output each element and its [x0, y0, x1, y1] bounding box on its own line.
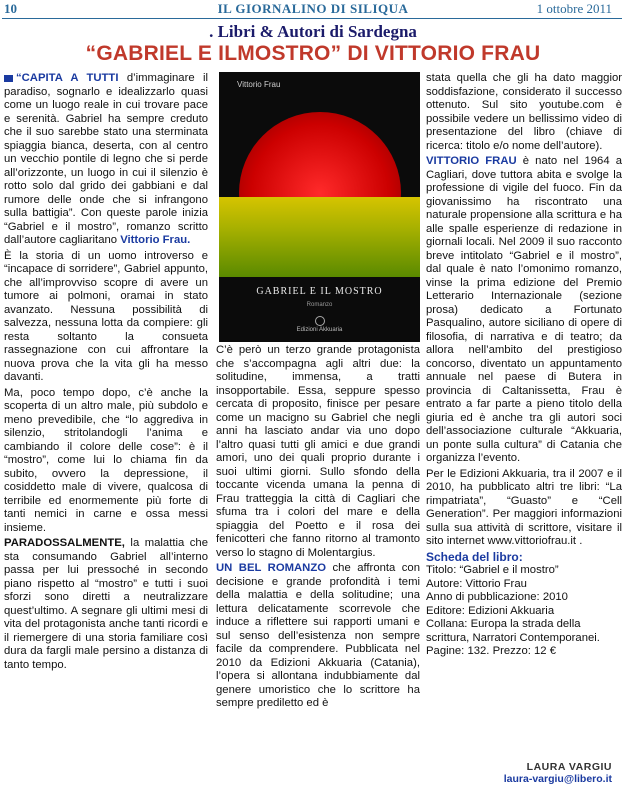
signature — [504, 761, 612, 785]
paragraph: stata quella che gli ha dato maggior soddisfazione, considerato il successo ottenuto. Sul sito youtube.com è possibile vedere un bellissimo video di presentazione del libro (chiave di ricerca: titolo e/o nome dell’autore). — [426, 72, 622, 152]
paragraph — [426, 155, 622, 466]
cover-field — [219, 197, 420, 277]
author-name: Vittorio Frau. — [120, 234, 191, 246]
cover-subtitle: Romanzo — [306, 302, 333, 308]
book-info-line: Titolo: “Gabriel e il mostro” — [426, 564, 559, 576]
article-column-2 — [216, 344, 420, 798]
page-number: 10 — [4, 1, 17, 16]
author-email: laura-vargiu@libero.it — [503, 773, 612, 785]
book-info-box — [426, 551, 622, 659]
paragraph — [4, 537, 208, 672]
book-info-line: Autore: Vittorio Frau — [426, 577, 527, 590]
header-rule — [2, 18, 622, 19]
bullet-icon — [4, 75, 13, 82]
cover-author: Vittorio Frau — [237, 80, 281, 89]
cover-title: GABRIEL E IL MOSTRO — [256, 286, 383, 297]
paragraph: C’è però un terzo grande protagonista che s’accompagna agli altri due: la solitudine, immensa, a tratti insopportabile. Essa, seppure spesso cercata di proposito, finisce per pesare come un macigno su Gabriel che negli anni ha lasciato andar via uno dopo l’altro quasi tutti gli amici e due grandi amori, uno dei quali proprio durante i suoi ultimi giorni. Sullo sfondo della toccante vicenda umana la penna di Frau tratteggia la città di Cagliari che sfuma tra i colori del mare e della spiaggia del Poetto e il rosa dei fenicotteri che fanno ritorno al tramonto verso lo stagno di Molentargius. — [216, 344, 420, 559]
lead-in: UN BEL ROMANZO — [216, 562, 327, 574]
paragraph-text: d’immaginare il paradiso, sognarlo e idealizzarlo quasi come un luogo reale in cui trovare pace e serenità. Gabriel ha sempre creduto che il suo sarebbe stato una sterminata spiaggia bianca, deserta, con al centro un vecchio pontile di legno che si perde all’orizzonte, un luogo in cui il silenzio è rotto solo dal grido dei gabbiani e dal rumore delle onde che si infrangono sulla battigia”. Con queste parole inizia “Gabriel e il mostro”, romanzo scritto dall’autore cagliaritano — [4, 72, 208, 246]
publisher-logo-icon — [315, 316, 325, 326]
author-signature: LAURA VARGIU — [526, 761, 612, 773]
book-info-line: Anno di pubblicazione: 2010 — [426, 591, 568, 603]
cover-publisher: Edizioni Akkuaria — [296, 327, 343, 333]
book-info-line: Editore: Edizioni Akkuaria — [426, 604, 555, 617]
section-title: . Libri & Autori di Sardegna — [209, 22, 417, 41]
paragraph-text: che affronta con decisione e grande profondità i temi della malattia e della solitudine; una lettura delicatamente scorrevole che induce a riflettere sui rapporti umani e sul senso dell’esistenza non sempre facile da comprendere. Pubblicata nel 2010 da Edizioni Akkuaria (Catania), l’opera si allontana indubbiamente dal genere umoristico che lo scrittore ha sempre prediletto ed è — [216, 562, 420, 709]
lead-in: “CAPITA A TUTTI — [16, 72, 119, 84]
paragraph-text: la malattia che sta consumando Gabriel all’interno passa per lui pressoché in secondo piano rispetto al “mostro” e tutti i suoi sforzi sono diretti a neutralizzare quest’ultimo. A segnare gli ultimi mesi di vita del protagonista anche tanti ricordi e il riemergere di una storia familiare così dura da fargli male persino a distanza di tanto tempo. — [4, 537, 208, 671]
page-header — [0, 0, 626, 18]
issue-date: 1 ottobre 2011 — [536, 1, 612, 16]
article-column-3 — [426, 72, 622, 790]
article-column-1 — [4, 72, 208, 798]
newspaper-name: IL GIORNALINO DI SILIQUA — [217, 1, 409, 16]
paragraph — [4, 72, 208, 248]
paragraph: Ma, poco tempo dopo, c’è anche la scoperta di un altro male, più subdolo e meno prevedibile, che “lo aggrediva in silenzio, stritolandogli l’anima e cambiando il colore delle cose”: è il “mostro”, come lui lo chiama fin da subito, ovvero la depressione, il cosiddetto male di vivere, qualcosa di terribile ed enormemente più forte di tanti nemici in carne e ossa messi insieme. — [4, 386, 208, 534]
lead-in: PARADOSSALMENTE, — [4, 537, 125, 549]
book-info-line: Collana: Europa la strada della scrittura, Narratori Contemporanei. Pagine: 132. Prezzo: 12 € — [426, 618, 600, 657]
lead-in: VITTORIO FRAU — [426, 155, 517, 167]
book-cover-image — [219, 72, 420, 342]
book-info-title: Scheda del libro: — [426, 549, 523, 564]
paragraph-text: è nato nel 1964 a Cagliari, dove tuttora abita e svolge la professione di vigile del fuoco. Fin da giovanissimo ha riscontrato una naturale propensione alla scrittura e ha alle spalle esperienze di redazione in giornali locali. Nel 2009 il suo racconto breve intitolato “Gabriel e il mostro”, dal quale è nato l’omonimo romanzo, vinse la prima edizione del Premio Letterario Internazionale (sezione prosa) dedicato a Fortunato Pasqualino, autore siciliano di opere di filosofia, di narrativa e di teatro; da allora nell’ambito del prestigioso concorso, diventato un appuntamento annuale nel paese di Butera in provincia di Caltanissetta, Frau è entrato a far parte a pieno titolo della giuria ed è anche tra gli autori soci dell’associazione culturale “Akkuaria, un ponte sulla cultura” di Catania che organizza l’evento. — [426, 155, 622, 464]
paragraph: È la storia di un uomo introverso e “incapace di sorridere”, Gabriel appunto, che all’improvviso scopre di avere un tumore ai polmoni, oramai in stato avanzato. Nessuna possibilità di salvezza, nessuna lotta da compiere: gli resta soltanto la consueta rassegnazione con cui affrontare la nuova prova che la vita gli ha messo davanti. — [4, 249, 208, 383]
article-headline: “GABRIEL E ILMOSTRO” DI VITTORIO FRAU — [85, 42, 541, 65]
paragraph — [216, 562, 420, 711]
paragraph: Per le Edizioni Akkuaria, tra il 2007 e il 2010, ha pubblicato altri tre libri: “La rimpatriata”, “Guasto” e “Cell Generation”. Per maggiori informazioni sulla sua attività di scrittore, visitare il sito internet www.vittoriofrau.it . — [426, 467, 622, 547]
